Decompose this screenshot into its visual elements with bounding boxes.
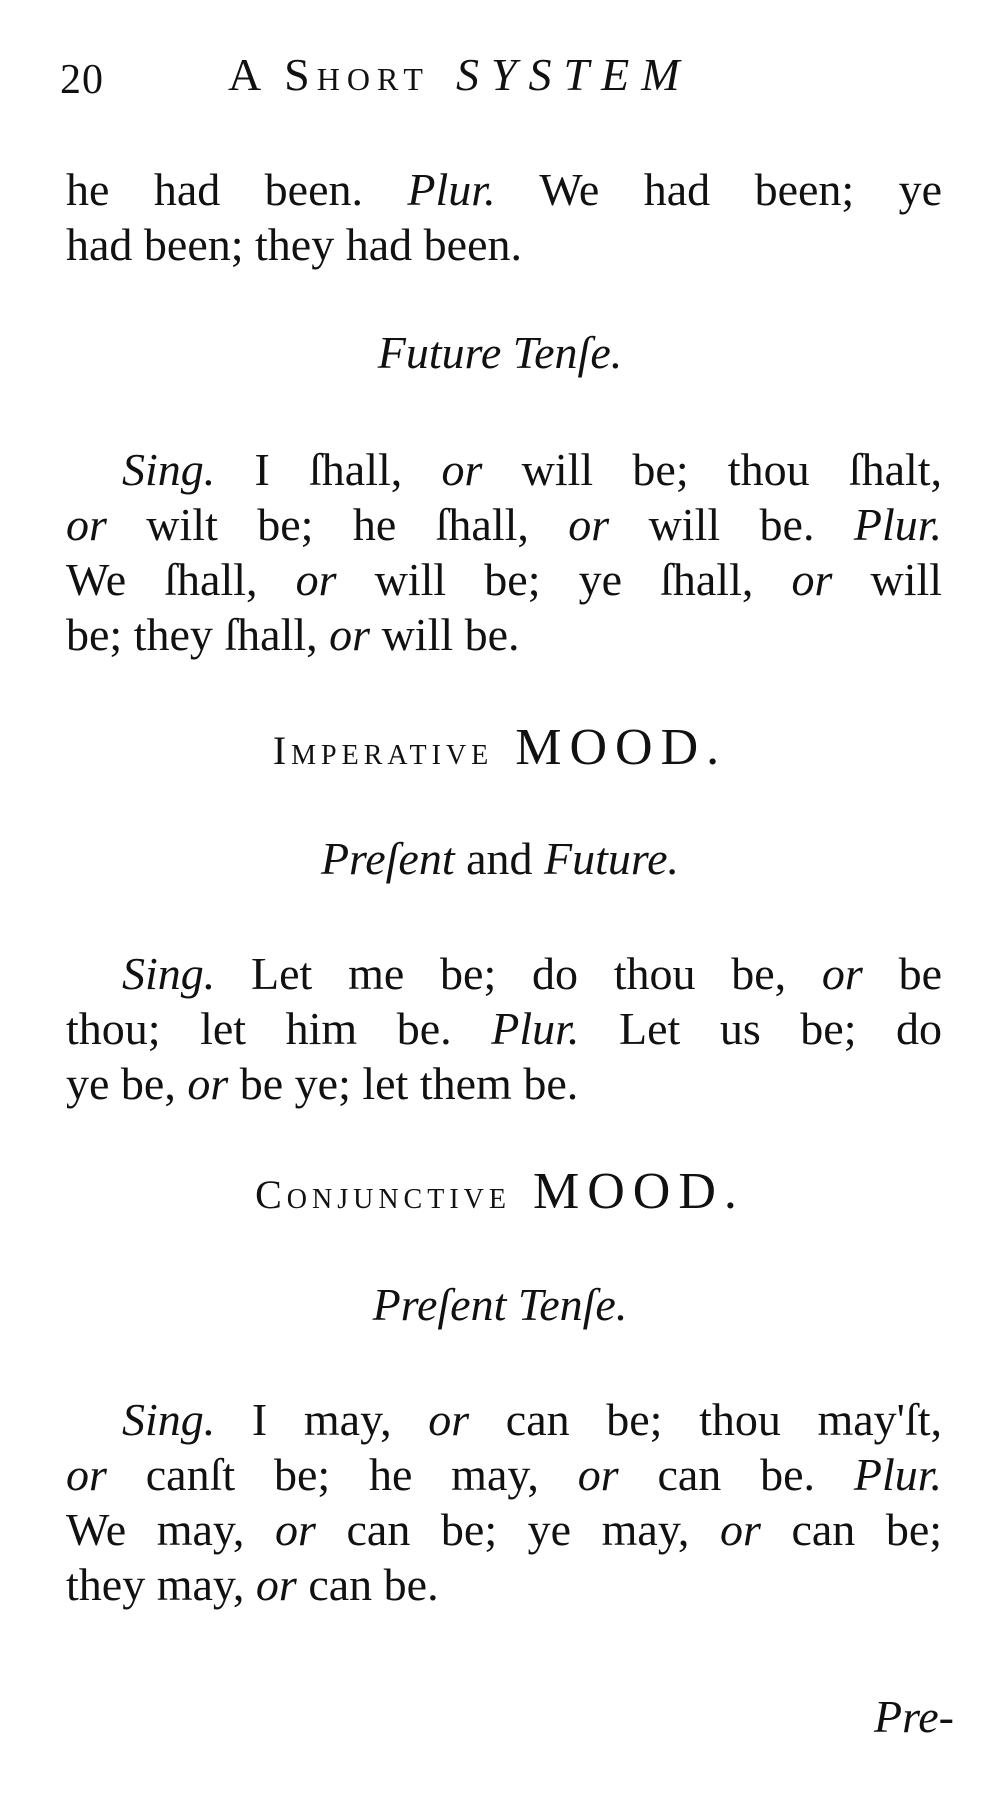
paragraph-imperative — [66, 946, 942, 1111]
text-run: Let me be; do thou be, — [251, 948, 787, 999]
text-line — [66, 217, 942, 272]
italic-run: or — [428, 1394, 470, 1445]
catchword: Pre- — [873, 1691, 954, 1742]
text-run: and — [466, 833, 533, 884]
text-run: Let us be; do — [618, 1003, 943, 1054]
italic-run: or — [719, 1504, 761, 1555]
italic-run: or — [275, 1504, 316, 1555]
heading-conjunctive-mood — [0, 1162, 1000, 1221]
page-number: 20 — [60, 57, 104, 103]
text-run: canſt be; he may, — [145, 1449, 539, 1500]
text-line — [66, 1392, 942, 1447]
italic-run: Plur. — [491, 1003, 580, 1054]
italic-run: Preſent — [320, 833, 455, 884]
italic-run: or — [295, 554, 337, 605]
text-run: I may, — [251, 1394, 392, 1445]
text-run: be — [898, 948, 942, 999]
heading-present-and-future — [0, 832, 1000, 885]
heading-caps: MOOD. — [515, 719, 728, 776]
text-run: can be; — [791, 1504, 943, 1555]
text-run: can be; ye may, — [346, 1504, 690, 1555]
italic-run: Sing. — [122, 444, 216, 495]
paragraph-future-tense — [66, 442, 942, 662]
text-line — [66, 1001, 942, 1056]
italic-run: or — [329, 609, 371, 660]
text-run: will be. — [648, 499, 815, 550]
italic-run: or — [255, 1559, 297, 1610]
heading-small-caps: Imperative — [272, 728, 494, 773]
italic-run: Future. — [544, 833, 680, 884]
heading-caps: MOOD. — [532, 1163, 745, 1220]
text-run: We had been; ye — [539, 164, 943, 215]
italic-run: Plur. — [407, 164, 496, 215]
running-head — [60, 48, 900, 108]
text-line — [66, 552, 942, 607]
text-run: be; they ſhall, — [66, 609, 318, 660]
text-run: be ye; let them be. — [239, 1058, 579, 1109]
italic-run: or — [568, 499, 610, 550]
text-run: will — [870, 554, 943, 605]
text-run: thou; let him be. — [66, 1003, 452, 1054]
text-line — [66, 607, 942, 662]
running-title-italic: SYSTEM — [455, 49, 692, 100]
italic-run: or — [577, 1449, 619, 1500]
text-line — [66, 162, 942, 217]
running-title — [228, 48, 692, 101]
italic-run: Plur. — [853, 499, 943, 550]
heading-present-tense: Preſent Tenſe. — [372, 1279, 628, 1330]
italic-run: Sing. — [122, 1394, 216, 1445]
text-run: he had been. — [66, 164, 363, 215]
text-run: can be. — [308, 1559, 439, 1610]
text-run: can be; thou may'ſt, — [505, 1394, 943, 1445]
paragraph-pluperfect-end — [66, 162, 942, 272]
italic-run: or — [791, 554, 833, 605]
text-line — [66, 1557, 942, 1612]
paragraph-conjunctive-present — [66, 1392, 942, 1612]
italic-run: Sing. — [122, 948, 216, 999]
heading-small-caps: Conjunctive — [255, 1172, 511, 1217]
italic-run: or — [441, 444, 483, 495]
text-line — [66, 442, 942, 497]
text-run: I ſhall, — [254, 444, 403, 495]
text-line — [66, 1502, 942, 1557]
text-run: will be; ye ſhall, — [374, 554, 754, 605]
text-line — [66, 946, 942, 1001]
text-run: will be; thou ſhalt, — [521, 444, 943, 495]
text-run: will be. — [381, 609, 520, 660]
text-run: they may, — [66, 1559, 245, 1610]
heading-future-tense: Future Tenſe. — [377, 327, 623, 378]
italic-run: Plur. — [853, 1449, 943, 1500]
italic-run: or — [66, 499, 107, 550]
text-line — [66, 1447, 942, 1502]
heading-imperative-mood — [0, 718, 1000, 777]
text-run: wilt be; he ſhall, — [146, 499, 529, 550]
italic-run: or — [66, 1449, 107, 1500]
text-run: can be. — [657, 1449, 816, 1500]
italic-run: or — [187, 1058, 229, 1109]
text-line — [66, 1056, 942, 1111]
text-run: had been; they had been. — [66, 219, 522, 270]
text-line — [66, 497, 942, 552]
text-run: We ſhall, — [66, 554, 258, 605]
text-run: ye be, — [66, 1058, 176, 1109]
italic-run: or — [821, 948, 863, 999]
text-run: We may, — [66, 1504, 245, 1555]
running-title-caps: A Short — [228, 49, 430, 100]
